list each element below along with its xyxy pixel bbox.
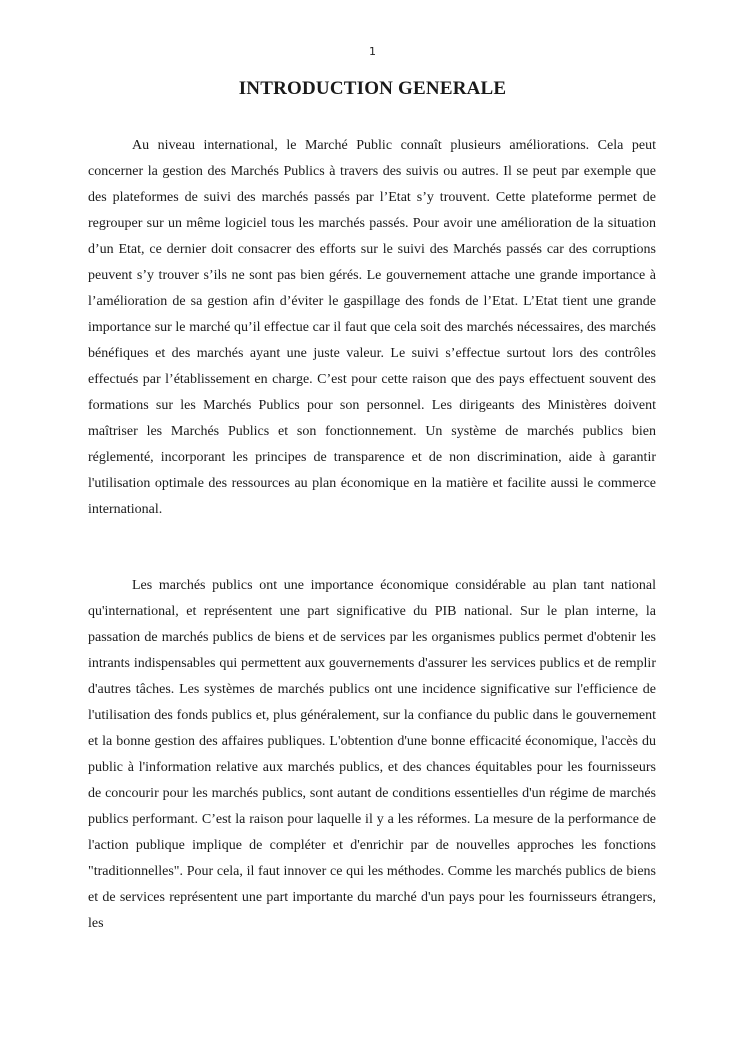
page-number: 1	[369, 45, 376, 58]
paragraph-1: Au niveau international, le Marché Public connaît plusieurs améliorations. Cela peut concerner la gestion des Marchés Publics à travers des suivis ou autres. Il se peut par exemple que des plateformes de suivi des marchés passés par l’Etat s’y trouvent. Cette plateforme permet de regrouper sur un même logiciel tous les marchés passés. Pour avoir une amélioration de la situation d’un Etat, ce dernier doit consacrer des efforts sur le suivi des Marchés passés car des corruptions peuvent s’y trouver s’ils ne sont pas bien gérés. Le gouvernement attache une grande importance à l’amélioration de sa gestion afin d’éviter le gaspillage des fonds de l’Etat. L’Etat tient une grande importance sur le marché qu’il effectue car il faut que cela soit des marchés nécessaires, des marchés bénéfiques et des marchés ayant une juste valeur. Le suivi s’effectue surtout lors des contrôles effectués par l’établissement en charge. C’est pour cette raison que des pays effectuent souvent des formations sur les Marchés Publics pour son personnel. Les dirigeants des Ministères doivent maîtriser les Marchés Publics et son fonctionnement. Un système de marchés publics bien réglementé, incorporant les principes de transparence et de non discrimination, aide à garantir l'utilisation optimale des ressources au plan économique en la matière et facilite aussi le commerce international.	[88, 138, 656, 517]
paragraph-2: Les marchés publics ont une importance économique considérable au plan tant national qu'international, et représentent une part significative du PIB national. Sur le plan interne, la passation de marchés publics de biens et de services par les organismes publics permet d'obtenir les intrants indispensables qui permettent aux gouvernements d'assurer les services publics et de remplir d'autres tâches. Les systèmes de marchés publics ont une incidence significative sur l'efficience de l'utilisation des fonds publics et, plus généralement, sur la confiance du public dans le gouvernement et la bonne gestion des affaires publiques. L'obtention d'une bonne efficacité économique, l'accès du public à l'information relative aux marchés publics, et des chances équitables pour les fournisseurs de concourir pour les marchés publics, sont autant de conditions essentielles d'un régime de marchés publics performant. C’est la raison pour laquelle il y a les réformes. La mesure de la performance de l'action publique implique de compléter et d'enrichir par de nouvelles approches les fonctions "traditionnelles". Pour cela, il faut innover ce qui les méthodes. Comme les marchés publics de biens et de services représentent une part importante du marché d'un pays pour les fournisseurs étrangers, les	[88, 578, 656, 931]
page-title: INTRODUCTION GENERALE	[238, 78, 507, 99]
